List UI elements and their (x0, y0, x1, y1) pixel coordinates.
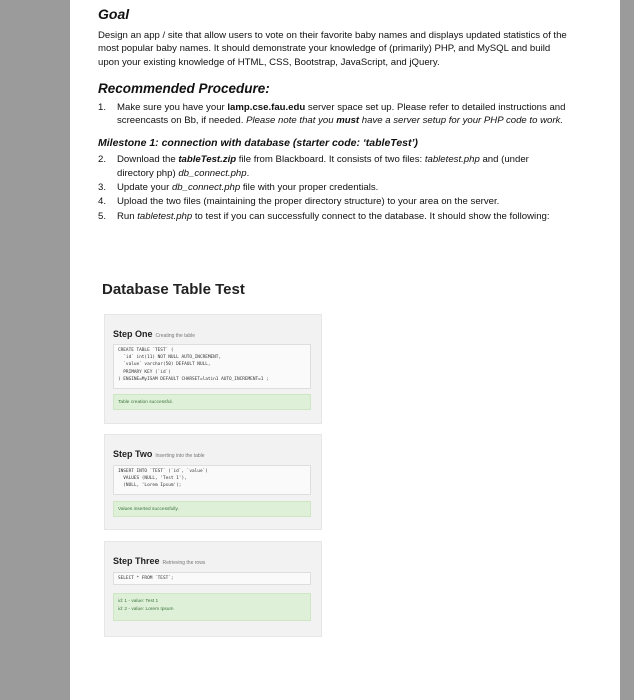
step-three-header: Step Three Retrieving the rows (113, 556, 206, 566)
goal-heading: Goal (98, 6, 130, 22)
milestone-heading: Milestone 1: connection with database (starter code: ‘tableTest’) (98, 137, 418, 150)
step-one-header: Step One Creating the table (113, 329, 195, 339)
procedure-step-1: 1. Make sure you have your lamp.cse.fau.edu server space set up. Please refer to detailed instructions and screencasts on Bb, if needed. Please note that you must have a server setup for your PHP code to work. (98, 101, 566, 127)
milestone-step-4: 4. Upload the two files (maintaining the proper directory structure) to your area on the server. (98, 196, 500, 208)
step-three-code: SELECT * FROM `TEST`; (113, 572, 311, 585)
goal-text: Design an app / site that allow users to vote on their favorite baby names and displays updated statistics of the most popular baby names. It should demonstrate your knowledge of (primarily) PHP, and MySQL and build upon your existing knowledge of HTML, CSS, Bootstrap, JavaScript, and jQuery. (98, 30, 567, 68)
milestone-step-2: 2. Download the tableTest.zip file from Blackboard. It consists of two files: tabletest.php and (under directory php) db_connect.php. (98, 154, 529, 179)
document-content (98, 6, 568, 224)
step-three-result: id: 1 - value: Test 1 id: 2 - value: Lorem Ipsum (113, 593, 311, 621)
step-one-card (104, 314, 322, 424)
step-two-code: INSERT INTO `TEST` (`id`, `value`) VALUES (NULL, 'Test 1'), (NULL, 'Lorem Ipsum'); (113, 465, 311, 495)
step-one-result: Table creation successful. (113, 394, 311, 410)
milestone-step-5: 5. Run tabletest.php to test if you can successfully connect to the database. It should show the following: (98, 210, 550, 222)
server-name: lamp.cse.fau.edu (227, 101, 306, 113)
step-two-header: Step Two Inserting into the table (113, 449, 205, 459)
step-three-card (104, 541, 322, 637)
procedure-list (98, 101, 568, 128)
step-two-card (104, 434, 322, 530)
procedure-heading: Recommended Procedure: (98, 80, 270, 96)
step-two-result: Values inserted successfully. (113, 501, 311, 517)
milestone-list (98, 153, 568, 222)
step-one-code: CREATE TABLE `TEST` ( `id` int(11) NOT NULL AUTO_INCREMENT, `value` varchar(50) DEFAULT NULL, PRIMARY KEY (`id`) ) ENGINE=MyISAM DEFAULT CHARSET=latin1 AUTO_INCREMENT=1 ; (113, 344, 311, 389)
document-page (70, 0, 620, 700)
db-test-title: Database Table Test (102, 281, 245, 298)
milestone-step-3: 3. Update your db_connect.php file with your proper credentials. (98, 182, 379, 194)
